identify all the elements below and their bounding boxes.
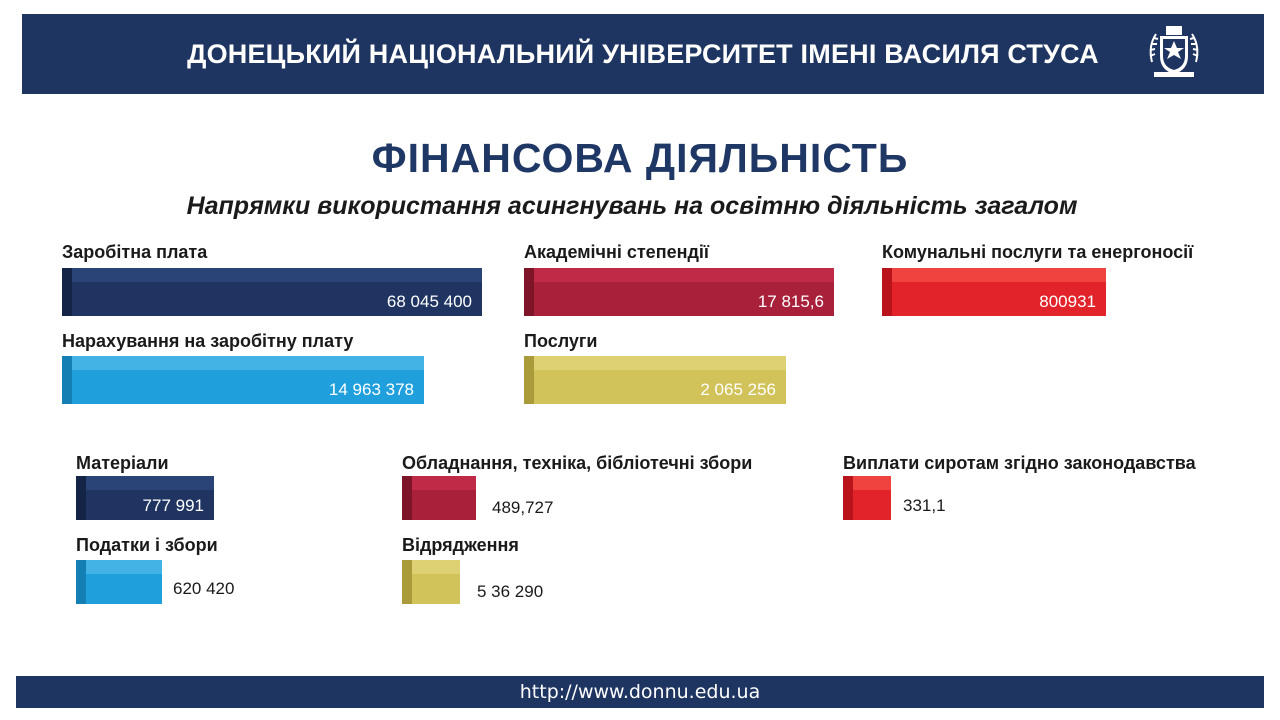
value-equipment: 489,727	[492, 498, 554, 517]
value-taxes: 620 420	[173, 579, 235, 598]
bar-materials	[76, 476, 214, 520]
university-crest-icon	[1142, 22, 1206, 86]
value-payroll-charges: 14 963 378	[328, 380, 414, 399]
item-label-payroll-charges: Нарахування на заробітну плату	[62, 331, 354, 351]
value-materials: 777 991	[142, 496, 204, 515]
website-link[interactable]: http://www.donnu.edu.ua	[519, 681, 761, 703]
footer-banner	[16, 676, 1264, 708]
item-label-materials: Матеріали	[76, 453, 169, 473]
bar-stipends	[524, 268, 834, 316]
item-label-taxes: Податки і збори	[76, 535, 218, 555]
value-stipends: 17 815,6	[757, 292, 824, 311]
item-label-equipment: Обладнання, техніка, бібліотечні збори	[402, 453, 753, 473]
item-label-stipends: Академічні степендії	[524, 242, 709, 262]
bar-salary	[62, 268, 482, 316]
page-subtitle: Напрямки використання асингнувань на освітню діяльність загалом	[186, 192, 1078, 220]
value-utilities: 800931	[1039, 292, 1096, 311]
value-orphan-payments: 331,1	[903, 496, 946, 515]
bar-utilities	[882, 268, 1106, 316]
header-banner	[22, 14, 1264, 94]
item-label-services: Послуги	[524, 331, 598, 351]
item-label-utilities: Комунальні послуги та енергоносії	[882, 242, 1194, 262]
bar-orphan-payments	[843, 476, 891, 520]
university-name: ДОНЕЦЬКИЙ НАЦІОНАЛЬНИЙ УНІВЕРСИТЕТ ІМЕНІ ВАСИЛЯ СТУСА	[187, 39, 1099, 69]
bar-services	[524, 356, 786, 404]
bar-business-trips	[402, 560, 460, 604]
item-label-business-trips: Відрядження	[402, 535, 519, 555]
bar-taxes	[76, 560, 162, 604]
page-title: ФІНАНСОВА ДІЯЛЬНІСТЬ	[371, 135, 909, 181]
bar-equipment	[402, 476, 476, 520]
value-business-trips: 5 36 290	[477, 582, 544, 601]
value-salary: 68 045 400	[386, 292, 472, 311]
item-label-orphan-payments: Виплати сиротам згідно законодавства	[843, 453, 1196, 473]
value-services: 2 065 256	[700, 380, 776, 399]
item-label-salary: Заробітна плата	[62, 242, 208, 262]
bar-payroll-charges	[62, 356, 424, 404]
